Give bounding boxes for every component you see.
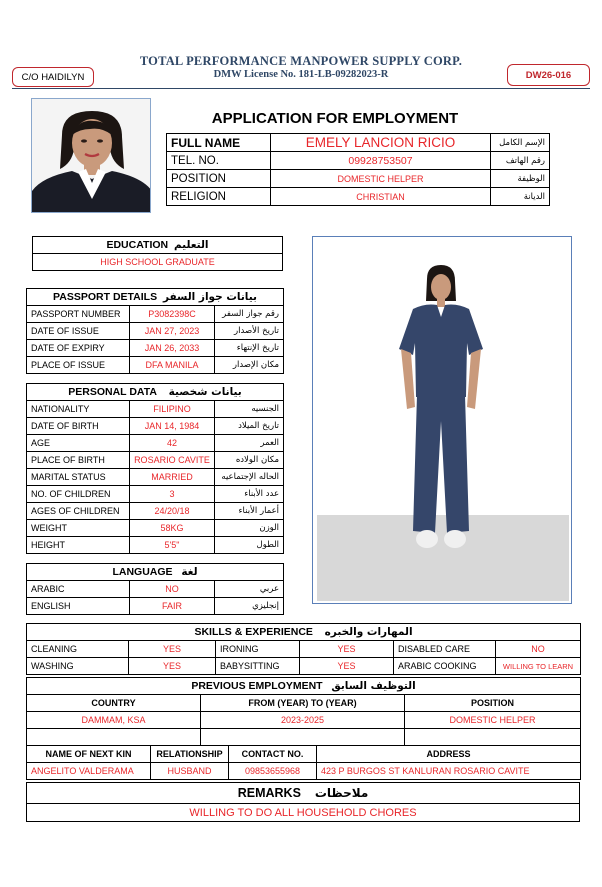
company-name: TOTAL PERFORMANCE MANPOWER SUPPLY CORP.	[139, 54, 463, 68]
table-row: DATE OF ISSUE JAN 27, 2023 تاريخ الأصدار	[27, 323, 284, 340]
religion-label: RELIGION	[167, 188, 271, 206]
table-row: WEIGHT 58KG الوزن	[27, 520, 284, 537]
next-of-kin-table	[26, 745, 580, 780]
header-divider	[12, 88, 590, 89]
previous-employment-header: PREVIOUS EMPLOYMENT التوظيف السابق	[27, 678, 581, 695]
position-label: POSITION	[167, 170, 271, 188]
table-row: AGES OF CHILDREN 24/20/18 أعمار الأبناء	[27, 503, 284, 520]
passport-header: PASSPORT DETAILS بيانات جواز السفر	[27, 289, 284, 306]
table-row: PLACE OF ISSUE DFA MANILA مكان الإصدار	[27, 357, 284, 374]
table-row	[27, 729, 581, 746]
table-row: CLEANING YES IRONING YES DISABLED CARE NO	[27, 641, 581, 658]
passport-table	[26, 288, 283, 374]
education-table	[32, 236, 283, 271]
personal-data-table	[26, 383, 283, 554]
religion-ar: الديانة	[491, 188, 550, 206]
table-row: WASHING YES BABYSITTING YES ARABIC COOKING WILLING TO LEARN	[27, 658, 581, 675]
table-row: PLACE OF BIRTH ROSARIO CAVITE مكان الولاده	[27, 452, 284, 469]
table-row: HEIGHT 5'5" الطول	[27, 537, 284, 554]
table-row: COUNTRY FROM (YEAR) TO (YEAR) POSITION	[27, 695, 581, 712]
education-header: EDUCATION التعليم	[33, 237, 283, 254]
skills-header: SKILLS & EXPERIENCE المهارات والخبره	[27, 624, 581, 641]
remarks-table	[26, 782, 580, 822]
tel-value: 09928753507	[271, 152, 491, 170]
applicant-info-table	[166, 133, 549, 206]
table-row: NAME OF NEXT KIN RELATIONSHIP CONTACT NO. ADDRESS	[27, 746, 581, 763]
tel-ar: رقم الهاتف	[491, 152, 550, 170]
position-value: DOMESTIC HELPER	[271, 170, 491, 188]
tel-label: TEL. NO.	[167, 152, 271, 170]
table-row	[167, 152, 550, 170]
skills-table	[26, 623, 580, 675]
agent-tag: C/O HAIDILYN	[12, 67, 94, 87]
remarks-header: REMARKS ملاحظات	[27, 783, 580, 804]
table-row: ANGELITO VALDERAMA HUSBAND 09853655968 423 P BURGOS ST KANLURAN ROSARIO CAVITE	[27, 763, 581, 780]
religion-value: CHRISTIAN	[271, 188, 491, 206]
table-row	[167, 134, 550, 152]
remarks-value: WILLING TO DO ALL HOUSEHOLD CHORES	[27, 804, 580, 822]
table-row: DATE OF EXPIRY JAN 26, 2033 تاريخ الإنتهاء	[27, 340, 284, 357]
headshot-photo	[31, 98, 151, 213]
position-ar: الوظيفة	[491, 170, 550, 188]
reference-code: DW26-016	[507, 64, 590, 86]
table-row: ENGLISH FAIR إنجليزي	[27, 598, 284, 615]
education-value: HIGH SCHOOL GRADUATE	[33, 254, 283, 271]
table-row: PASSPORT NUMBER P3082398C رقم جواز السفر	[27, 306, 284, 323]
table-row: DAMMAM, KSA 2023-2025 DOMESTIC HELPER	[27, 712, 581, 729]
form-title: APPLICATION FOR EMPLOYMENT	[211, 110, 459, 127]
personal-data-header: PERSONAL DATA بيانات شخصية	[27, 384, 284, 401]
table-row: NO. OF CHILDREN 3 عدد الأبناء	[27, 486, 284, 503]
table-row: NATIONALITY FILIPINO الجنسيه	[27, 401, 284, 418]
language-table	[26, 563, 283, 615]
full-name-value: EMELY LANCION RICIO	[271, 134, 491, 152]
previous-employment-table	[26, 677, 580, 746]
table-row: DATE OF BIRTH JAN 14, 1984 تاريخ الميلاد	[27, 418, 284, 435]
table-row: ARABIC NO عربي	[27, 581, 284, 598]
table-row: AGE 42 العمر	[27, 435, 284, 452]
full-name-ar: الإسم الكامل	[491, 134, 550, 152]
license-number: DMW License No. 181-LB-09282023-R	[213, 69, 389, 80]
full-body-photo	[312, 236, 572, 604]
full-name-label: FULL NAME	[167, 134, 271, 152]
language-header: LANGUAGE لغة	[27, 564, 284, 581]
table-row: MARITAL STATUS MARRIED الحاله الإجتماعيه	[27, 469, 284, 486]
table-row	[167, 188, 550, 206]
table-row	[167, 170, 550, 188]
